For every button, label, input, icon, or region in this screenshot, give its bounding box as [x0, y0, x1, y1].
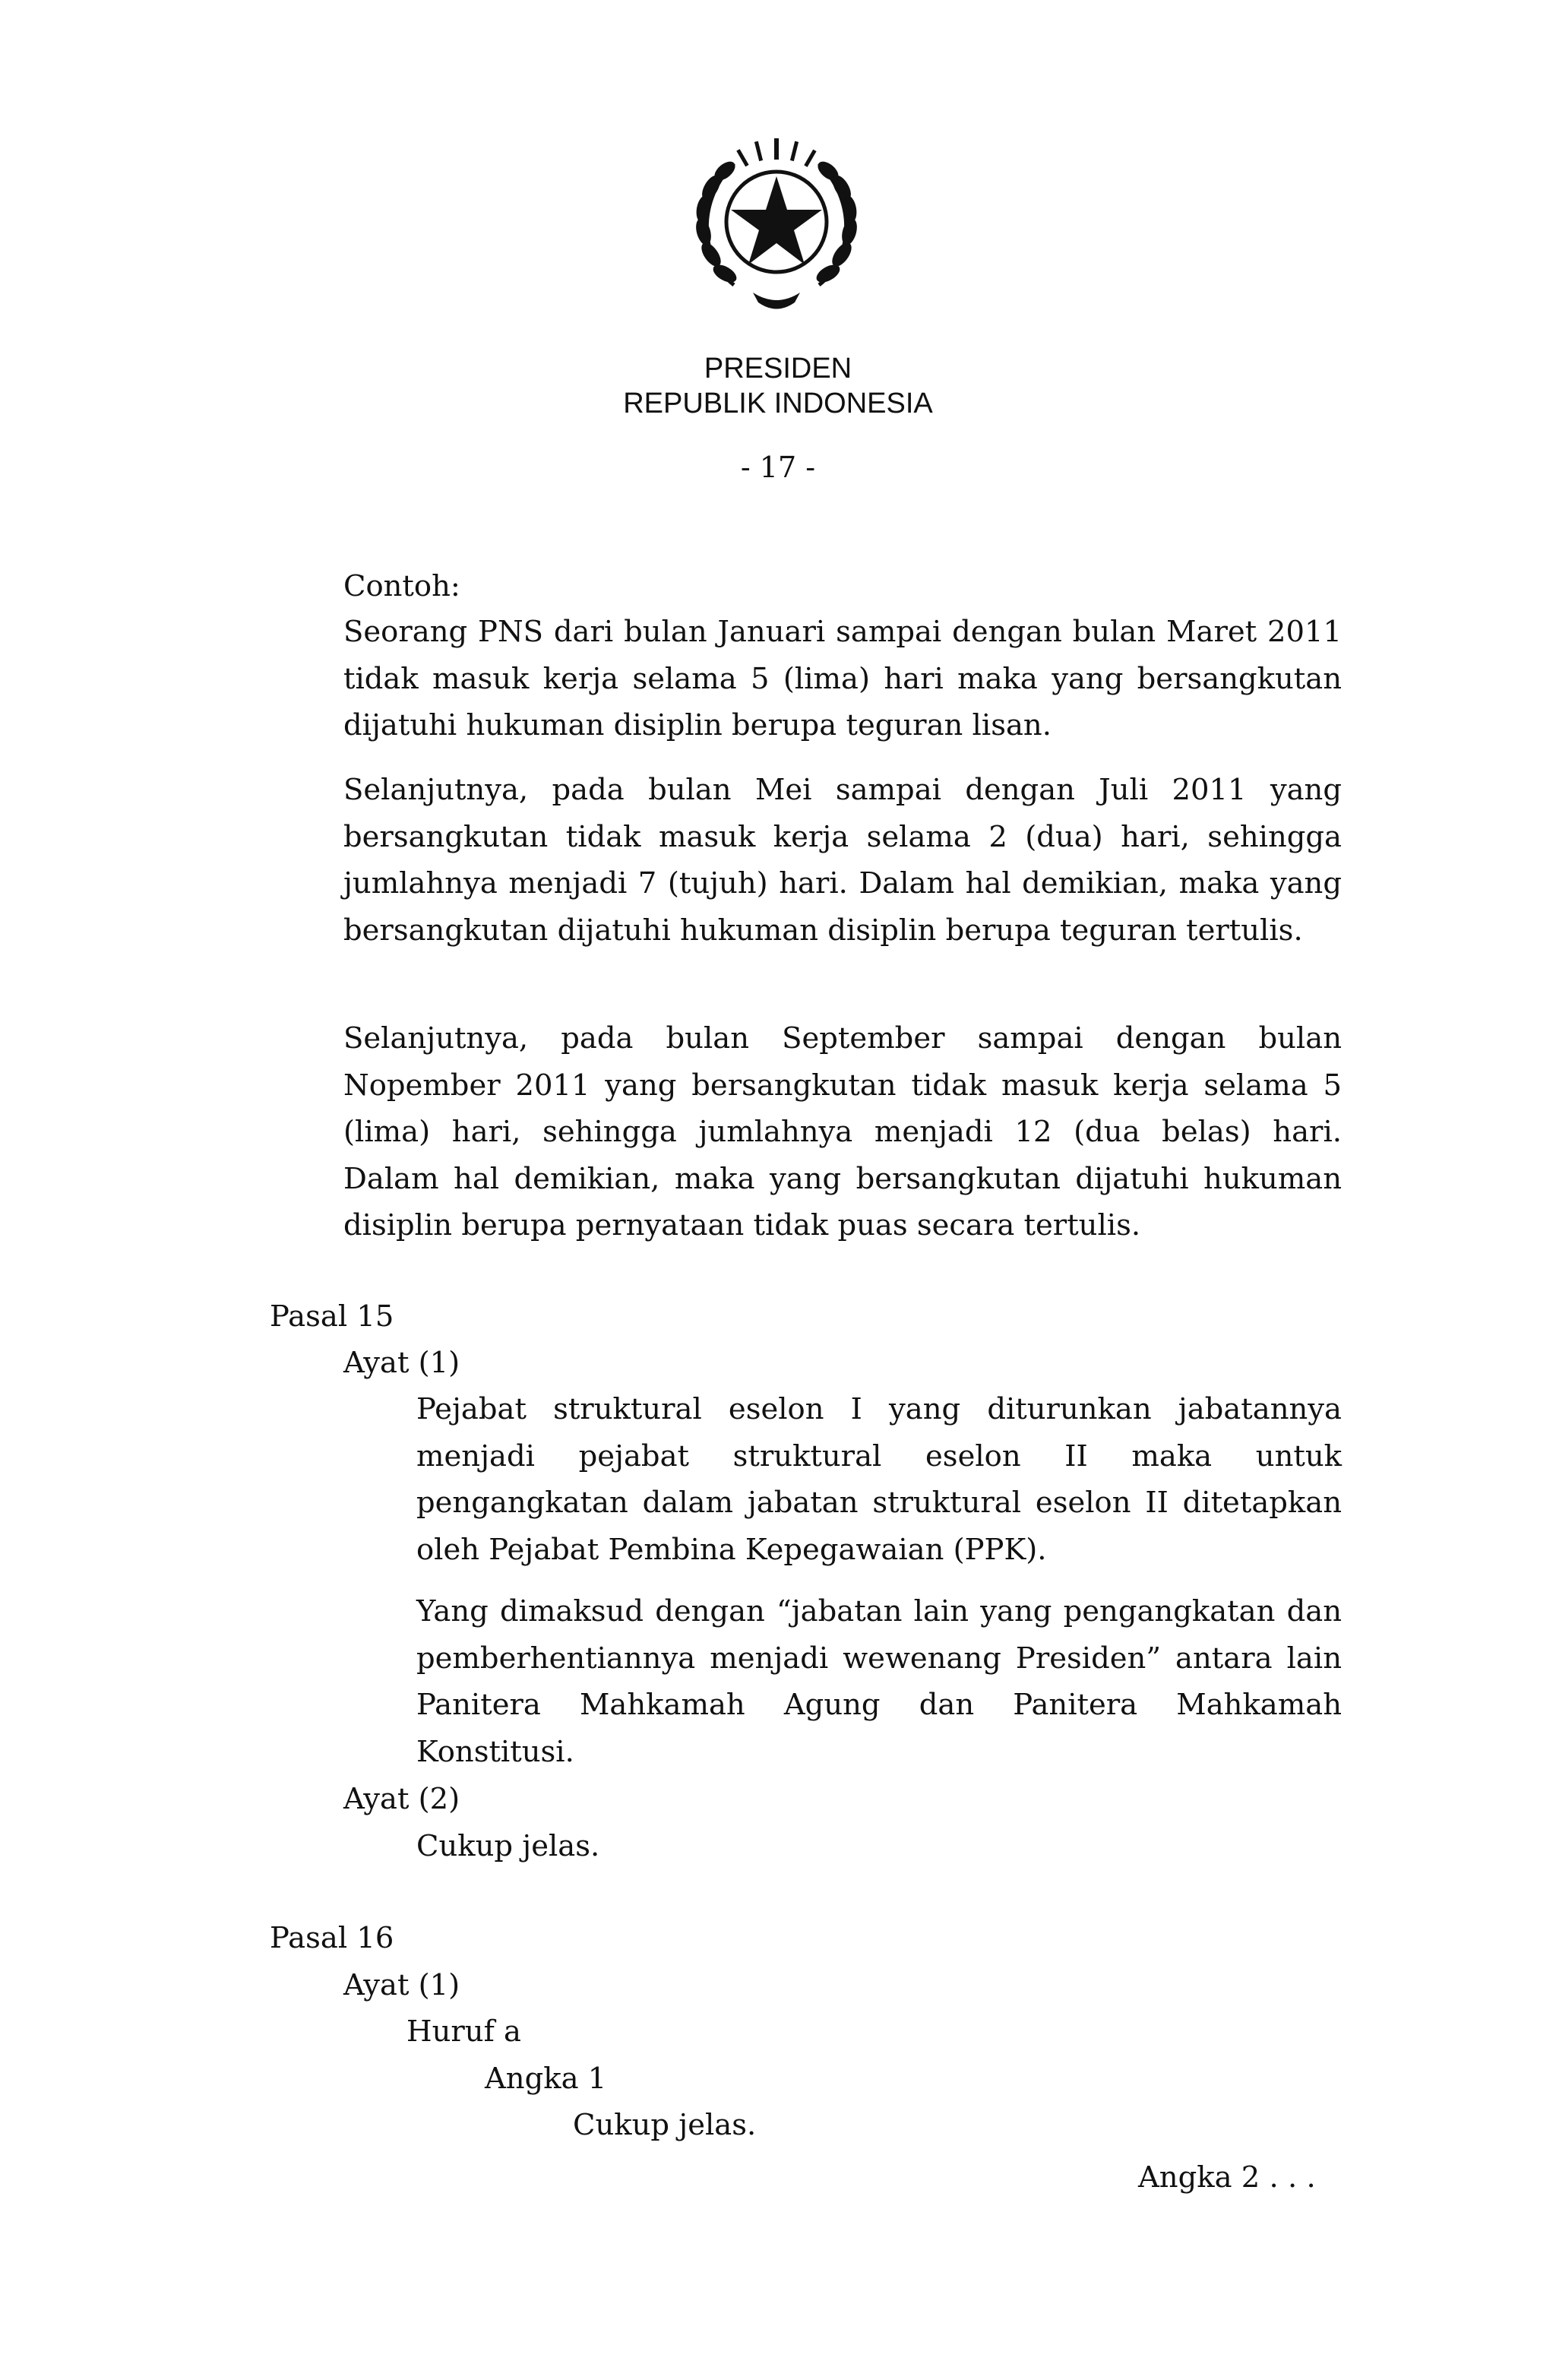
pasal-15-title: Pasal 15: [270, 1299, 394, 1334]
pasal-16-title: Pasal 16: [270, 1921, 394, 1955]
page-number: - 17 -: [740, 451, 816, 484]
pasal-16-huruf-a-label: Huruf a: [406, 2014, 522, 2049]
pasal-15-ayat-1-paragraph-1: Pejabat struktural eselon I yang diturunkan jabatannya menjadi pejabat struktural eselon II maka untuk pengangkatan dalam jabatan struktural eselon II ditetapkan oleh Pejabat Pembina Kepegawaian (PPK).: [416, 1392, 1342, 1567]
pasal-16-angka-1-label: Angka 1: [485, 2062, 607, 2096]
pasal-15-ayat-2-text: Cukup jelas.: [416, 1829, 600, 1863]
contoh-label: Contoh:: [343, 569, 460, 603]
pasal-15-ayat-2-label: Ayat (2): [343, 1782, 460, 1816]
pasal-15-ayat-1-paragraph-2: Yang dimaksud dengan “jabatan lain yang pengangkatan dan pemberhentiannya menjadi wewenang Presiden” antara lain Panitera Mahkamah Agung dan Panitera Mahkamah Konstitusi.: [416, 1594, 1342, 1769]
next-page-hint: Angka 2 . . .: [1138, 2160, 1316, 2195]
header-president: PRESIDEN: [704, 353, 852, 385]
contoh-paragraph-3: Selanjutnya, pada bulan September sampai dengan bulan Nopember 2011 yang bersangkutan tidak masuk kerja selama 5 (lima) hari, sehingga jumlahnya menjadi 12 (dua belas) hari. Dalam hal demikian, maka yang bersangkutan dijatuhi hukuman disiplin berupa pernyataan tidak puas secara tertulis.: [343, 1021, 1342, 1242]
contoh-paragraph-1: Seorang PNS dari bulan Januari sampai dengan bulan Maret 2011 tidak masuk kerja selama 5 (lima) hari maka yang bersangkutan dijatuhi hukuman disiplin berupa teguran lisan.: [343, 615, 1342, 742]
presidential-emblem-icon: [681, 129, 872, 321]
pasal-16-angka-1-text: Cukup jelas.: [573, 2108, 757, 2142]
pasal-15-ayat-1-label: Ayat (1): [343, 1346, 460, 1380]
contoh-paragraph-2: Selanjutnya, pada bulan Mei sampai dengan Juli 2011 yang bersangkutan tidak masuk kerja selama 2 (dua) hari, sehingga jumlahnya menjadi 7 (tujuh) hari. Dalam hal demikian, maka yang bersangkutan dijatuhi hukuman disiplin berupa teguran tertulis.: [343, 773, 1342, 948]
header-republic: REPUBLIK INDONESIA: [623, 388, 933, 419]
pasal-16-ayat-1-label: Ayat (1): [343, 1968, 460, 2002]
